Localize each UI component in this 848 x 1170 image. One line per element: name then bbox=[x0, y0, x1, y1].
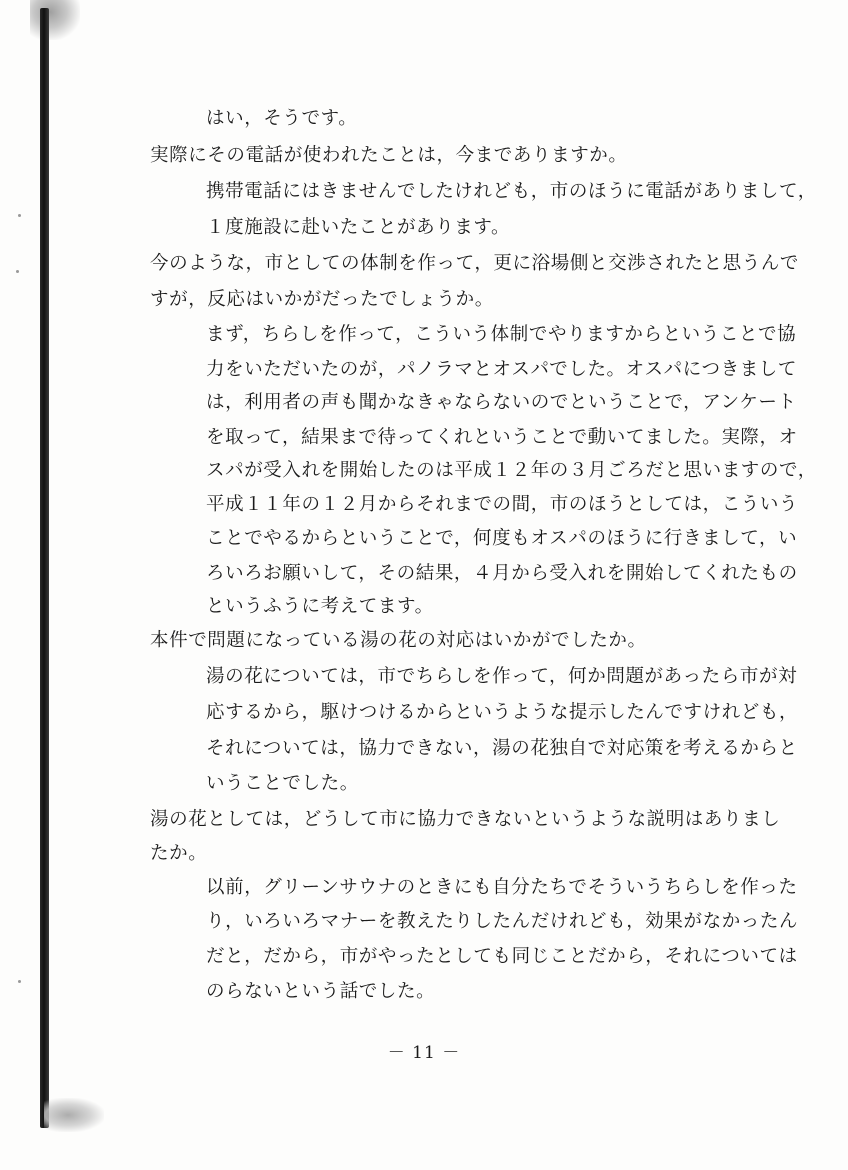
text-line-answer: はい，そうです。 bbox=[206, 108, 358, 129]
scan-speck bbox=[16, 270, 19, 273]
text-line-answer: ろいろお願いして，その結果，４月から受入れを開始してくれたもの bbox=[206, 563, 798, 584]
binding-shadow-bottom bbox=[44, 1098, 104, 1132]
scan-speck bbox=[18, 214, 21, 217]
text-line-answer: ことでやるからということで，何度もオスパのほうに行きまして，い bbox=[206, 528, 798, 549]
text-line-answer: は，利用者の声も聞かなきゃならないのでということで，アンケート bbox=[206, 392, 797, 413]
binding-edge bbox=[40, 8, 49, 1128]
text-line-answer: まず，ちらしを作って，こういう体制でやりますからということで協 bbox=[206, 324, 797, 345]
text-line-answer: 以前，グリーンサウナのときにも自分たちでそういうちらしを作った bbox=[206, 877, 798, 898]
text-line-answer: 平成１１年の１２月からそれまでの間，市のほうとしては，こういう bbox=[206, 494, 799, 515]
text-line-question: 本件で問題になっている湯の花の対応はいかがでしたか。 bbox=[150, 630, 647, 651]
text-line-answer: １度施設に赴いたことがあります。 bbox=[206, 217, 511, 238]
text-line-question: 今のような，市としての体制を作って，更に浴場側と交渉されたと思うんで bbox=[150, 253, 800, 274]
binding-shadow-top bbox=[30, 0, 80, 40]
text-line-answer: 湯の花については，市でちらしを作って，何か問題があったら市が対 bbox=[206, 666, 798, 687]
page-number: － 11 － bbox=[387, 1043, 461, 1063]
text-line-answer: スパが受入れを開始したのは平成１２年の３月ごろだと思いますので， bbox=[206, 460, 817, 481]
text-line-answer: り，いろいろマナーを教えたりしたんだけれども，効果がなかったん bbox=[206, 911, 799, 932]
scan-speck bbox=[18, 980, 21, 983]
text-line-question: 湯の花としては，どうして市に協力できないというような説明はありまし bbox=[150, 809, 781, 830]
text-line-answer: いうことでした。 bbox=[206, 773, 359, 794]
text-line-answer: 応するから，駆けつけるからというような提示したんですけれども， bbox=[206, 702, 799, 723]
text-line-answer: というふうに考えてます。 bbox=[206, 596, 434, 617]
text-line-question: たか。 bbox=[150, 843, 208, 864]
text-line-answer: を取って，結果まで待ってくれということで動いてました。実際，オ bbox=[206, 427, 798, 448]
text-line-answer: 携帯電話にはきませんでしたけれども，市のほうに電話がありまして， bbox=[206, 181, 817, 202]
text-line-answer: だと，だから，市がやったとしても同じことだから，それについては bbox=[206, 946, 798, 967]
text-line-answer: のらないという話でした。 bbox=[206, 981, 436, 1002]
text-line-answer: 力をいただいたのが，パノラマとオスパでした。オスパにつきまして bbox=[206, 359, 797, 380]
text-line-question: すが，反応はいかがだったでしょうか。 bbox=[150, 289, 494, 310]
text-line-answer: それについては，協力できない，湯の花独自で対応策を考えるからと bbox=[206, 738, 798, 759]
text-line-question: 実際にその電話が使われたことは，今までありますか。 bbox=[150, 145, 628, 166]
